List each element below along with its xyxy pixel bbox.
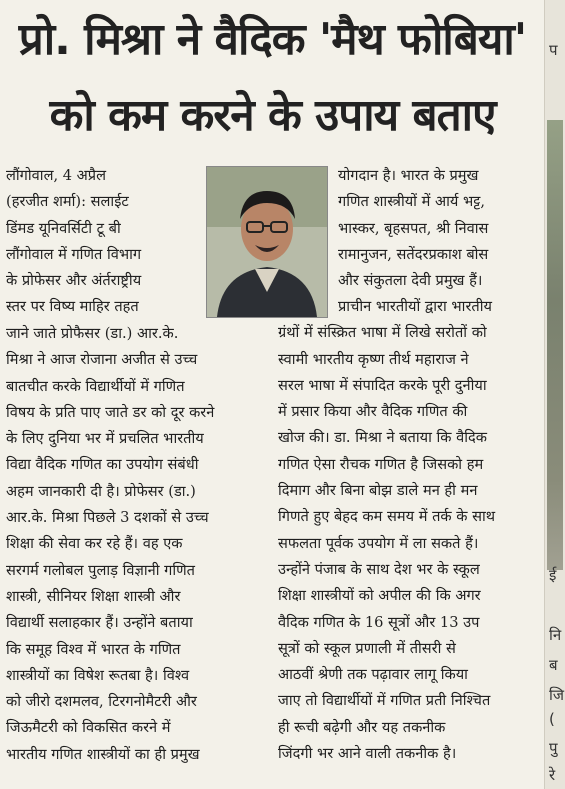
article-line: जाने जाते प्रोफैसर (डा.) आर.के.	[6, 325, 179, 342]
edge-glyph: प	[549, 41, 558, 59]
article-line: सूत्रों को स्कूल प्रणाली में तीसरी से	[278, 639, 456, 657]
adjacent-article-edge	[544, 0, 565, 789]
article-line: विद्यार्थी सलाहकार हैं। उन्होंने बताया	[6, 614, 193, 632]
article-line: ग्रंथों में संस्क्रित भाषा में लिखे सरोतों को	[278, 324, 487, 342]
article-line: शिक्षा शास्त्रीयों को अपील की कि अगर	[278, 587, 481, 605]
article-line: भारतीय गणित शास्त्रीयों का ही प्रमुख	[6, 745, 200, 763]
article-line: रामानुजन, सतेंदरप्रकाश बोस	[338, 245, 489, 263]
article-line: गिणते हुए बेहद कम समय में तर्क के साथ	[278, 508, 496, 526]
article-line: वैदिक गणित के 16 सूत्रों और 13 उप	[278, 613, 480, 631]
article-line: भास्कर, बृहसपत, श्री निवास	[338, 219, 489, 237]
article-line: अहम जानकारी दी है। प्रोफेसर (डा.)	[6, 482, 196, 500]
edge-glyph: नि	[549, 626, 562, 644]
article-line: के लिए दुनिया भर में प्रचलित भारतीय	[6, 430, 204, 448]
article-line: में प्रसार किया और वैदिक गणित की	[278, 403, 468, 421]
article-line: को जीरो दशमलव, टिरगनोमैटरी और	[6, 693, 197, 711]
article-line: स्वामी भारतीय कृष्ण तीर्थ महाराज ने	[278, 350, 469, 368]
article-line: प्राचीन भारतीयों द्वारा भारतीय	[338, 298, 492, 315]
article-line: गणित ऐसा रौचक गणित है जिसको हम	[278, 455, 484, 473]
article-line: के प्रोफेसर और अंर्तराष्ट्रीय	[6, 272, 142, 290]
article-line: गणित शास्त्रीयों में आर्य भट्ट,	[338, 193, 486, 211]
article-line: सरगर्म गलोबल पुलाड़ विज्ञानी गणित	[6, 561, 195, 579]
article-line: मिश्रा ने आज रोजाना अजीत से उच्च	[6, 351, 198, 369]
article-line: लौंगोवाल, 4 अप्रैल	[6, 167, 107, 184]
article-line: शास्त्री, सीनियर शिक्षा शास्त्री और	[6, 587, 181, 605]
article-column-2-top	[338, 163, 538, 294]
article-line: कि समूह विश्व में भारत के गणित	[6, 640, 181, 658]
article-line: सरल भाषा में संपादित करके पूरी दुनीया	[278, 376, 487, 394]
article-column-1-bottom	[6, 321, 268, 768]
article-line: बातचीत करके विद्यार्थीयों में गणित	[6, 377, 185, 395]
article-line: सफलता पूर्वक उपयोग में ला सकते हैं।	[278, 534, 479, 552]
article-line: स्तर पर विष्य माहिर तहत	[6, 298, 139, 316]
article-line: और संकुतला देवी प्रमुख हैं।	[338, 272, 483, 290]
article-line: विद्या वैदिक गणित का उपयोग संबंधी	[6, 456, 199, 474]
edge-glyph: रे	[549, 766, 556, 784]
article-line: शास्त्रीयों का विषेश रूतबा है। विश्व	[6, 666, 190, 684]
article-line: जाए तो विद्यार्थीयों में गणित प्रती निश्चित	[278, 692, 491, 710]
article-column-2-bottom	[278, 294, 540, 767]
headline-line-2: को कम करने के उपाय बताए	[49, 90, 496, 141]
edge-glyph: जि	[549, 686, 565, 704]
article-line: योगदान है। भारत के प्रमुख	[338, 167, 479, 184]
article-line: शिक्षा की सेवा कर रहे हैं। वह एक	[6, 535, 183, 553]
edge-glyph: ब	[549, 656, 558, 674]
article-line: खोज की। डा. मिश्रा ने बताया कि वैदिक	[278, 429, 487, 447]
article-line: उन्होंने पंजाब के साथ देश भर के स्कूल	[278, 560, 480, 578]
article-line: दिमाग और बिना बोझ डाले मन ही मन	[278, 482, 478, 500]
article-line: विषय के प्रति पाए जाते डर को दूर करने	[6, 403, 215, 421]
article-line: जिऊमैटरी को विकसित करने में	[6, 719, 171, 737]
article-line: आठवीं श्रेणी तक पढ़ावार लागू किया	[278, 666, 468, 684]
article-line: लौंगोवाल में गणित विभाग	[6, 245, 142, 263]
article-line: आर.के. मिश्रा पिछले 3 दशकों से उच्च	[6, 509, 209, 527]
article-line: जिंदगी भर आने वाली तकनीक है।	[278, 745, 457, 763]
article-line: (हरजीत शर्मा): सलाईट	[6, 193, 129, 211]
article-column-1-top	[6, 163, 202, 321]
adjacent-photo-edge	[547, 120, 563, 570]
headline-line-1: प्रो. मिश्रा ने वैदिक 'मैथ फोबिया'	[18, 14, 527, 65]
edge-glyph: पु	[549, 739, 558, 757]
edge-glyph: (	[549, 710, 555, 728]
article-line: ही रूची बढ़ेगी और यह तकनीक	[278, 718, 446, 736]
edge-glyph: ई	[549, 566, 557, 584]
article-line: डिंमड यूनिवर्सिटी टू बी	[6, 219, 121, 237]
